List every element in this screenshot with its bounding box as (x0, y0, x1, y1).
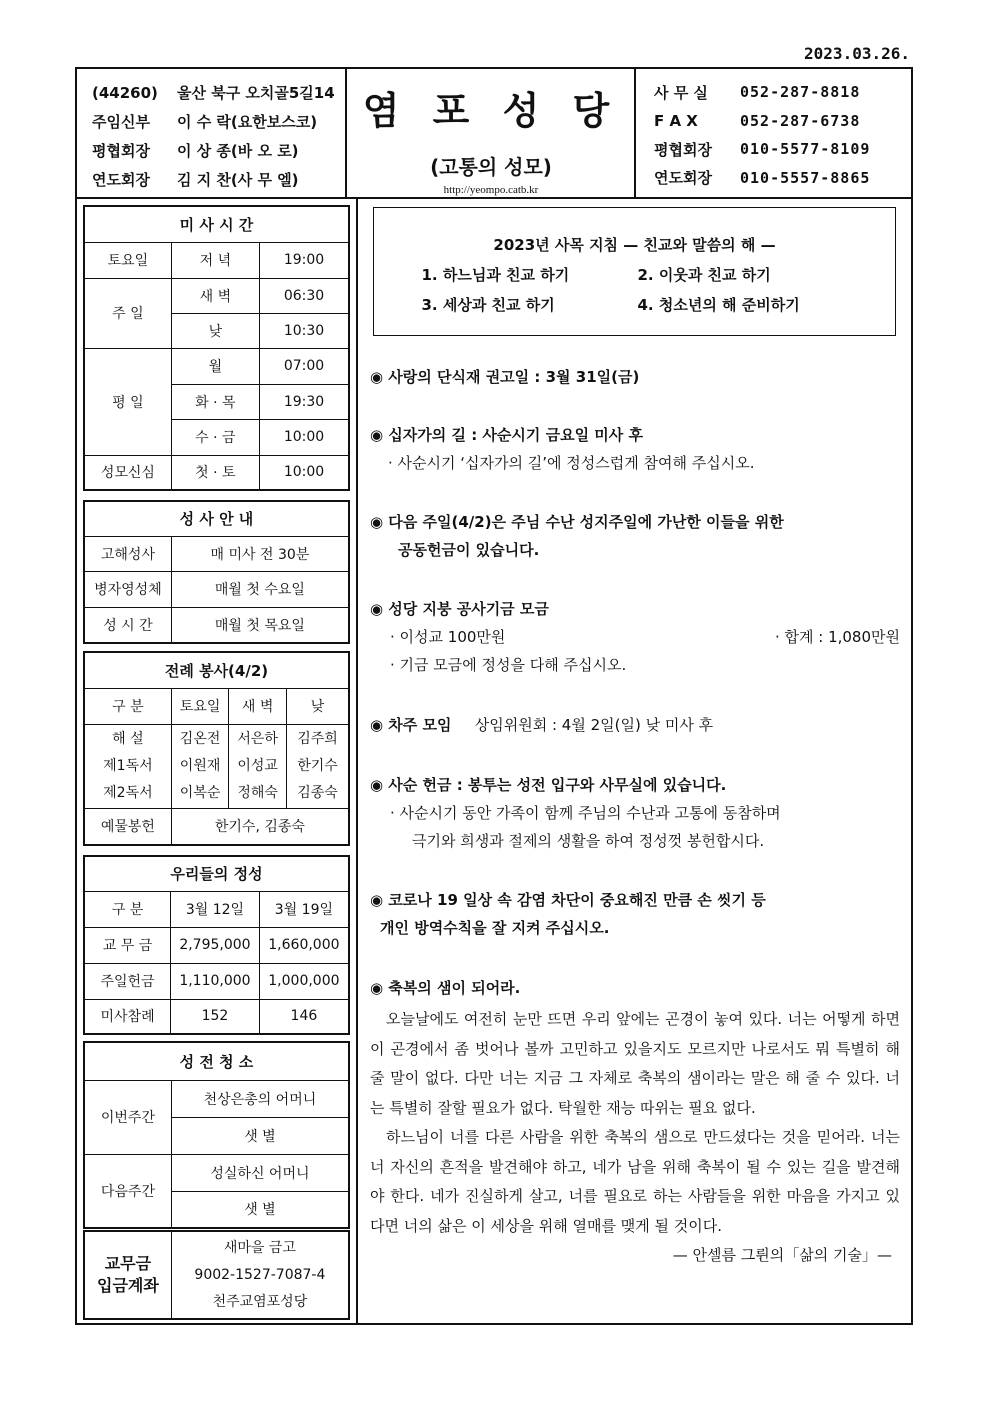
blessing-paragraph1: 오늘날에도 여전히 눈만 뜨면 우리 앞에는 곤경이 놓여 있다. 너는 어떻게 하면 이 곤경에서 좀 벗어나 볼까 고민하고 있을지도 모르지만 나로서도 뭐 특별히 해 줄 말이 없다. 다만 너는 지금 그 자체로 축복의 샘이라는 말은 해 줄 수 있다. 너는 특별히 잘할 필요가 없다. 탁월한 재능 따위는 필요 없다. (370, 1010, 900, 1117)
devotion-when: 첫 · 토 (171, 455, 259, 490)
news-stations (370, 424, 900, 480)
this-week-label: 이번주간 (84, 1080, 171, 1154)
saturday-reading2: 이복순 (179, 784, 221, 801)
news-covid (370, 889, 900, 945)
sacraments-table (83, 500, 350, 644)
cleaning-title: 성 전 청 소 (84, 1042, 349, 1080)
news-meeting (370, 714, 900, 742)
council-row (92, 136, 347, 165)
parish-url[interactable]: http://yeompo.catb.kr (443, 184, 539, 196)
prayer-label: 연도회장 (92, 171, 150, 189)
roof-fund-total: · 합계 : 1,080만원 (774, 628, 900, 646)
palm-sunday-heading2: 공동헌금이 있습니다. (398, 541, 540, 559)
roof-fund-donor-row (370, 626, 900, 654)
blessing-paragraph2: 하느님이 너를 다른 사람을 위한 축복의 샘으로 만드셨다는 것을 믿어라. 너는 너 자신의 흔적을 발견해야 하고, 네가 남을 위해 축복이 될 수 있는 길을 발견해야 한다. 네가 진실하게 살고, 너를 필요로 하는 사람들을 위한 마음을 가지고 있다면 너의 삶은 이 세상을 위해 열매를 맺게 될 것이다. (370, 1128, 900, 1235)
blessing-heading: ◉ 축복의 샘이 되어라. (370, 979, 521, 997)
prayer-name: 김 지 찬(사 무 엘) (177, 171, 299, 189)
guideline-item4: 4. 청소년의 해 준비하기 (637, 296, 800, 314)
account-label-line2: 입금계좌 (96, 1276, 159, 1295)
donations-header-mar12: 3월 12일 (171, 891, 260, 927)
palm-sunday-heading1: ◉ 다음 주일(4/2)은 주님 수난 성지주일에 가난한 이들을 위한 (370, 513, 784, 531)
pastoral-guideline-box (373, 207, 896, 336)
liturgy-dawn (229, 724, 287, 808)
sunday-day-when: 낮 (171, 313, 259, 348)
address: 울산 북구 오치골5길14 (177, 84, 335, 102)
liturgy-header-role: 구 분 (84, 688, 171, 724)
guideline-item1: 1. 하느님과 친교 하기 (421, 266, 570, 284)
sunday-dawn-time: 06:30 (259, 278, 349, 313)
sunday-day-time: 10:30 (259, 313, 349, 348)
sunday-dawn-when: 새 벽 (171, 278, 259, 313)
news-lent-offering (370, 774, 900, 858)
covid-heading2: 개인 방역수칙을 잘 지켜 주십시오. (380, 919, 610, 937)
devotion-time: 10:00 (259, 455, 349, 490)
liturgy-title: 전례 봉사(4/2) (84, 652, 349, 688)
liturgy-header-day: 낮 (286, 688, 349, 724)
account-info (171, 1231, 349, 1319)
header-title-block (350, 80, 632, 196)
this-week-sub: 샛 별 (171, 1117, 349, 1154)
stations-body: · 사순시기 ‘십자가의 길’에 정성스럽게 참여해 주십시오. (388, 454, 755, 472)
donations-header-label: 구 분 (84, 891, 171, 927)
stations-heading: ◉ 십자가의 길 : 사순시기 금요일 미사 후 (370, 426, 643, 444)
office-phone: 052-287-8818 (740, 83, 861, 102)
liturgy-day (286, 724, 349, 808)
weekday-mon-time: 07:00 (259, 348, 349, 384)
bulletin-date: 2023.03.26. (804, 44, 910, 63)
holy-hour-value: 매월 첫 목요일 (171, 607, 349, 643)
saturday-reading1: 이원재 (179, 757, 221, 774)
tithe-mar12: 2,795,000 (171, 927, 260, 963)
tithe-label: 교 무 금 (84, 927, 171, 963)
sacraments-title: 성 사 안 내 (84, 501, 349, 536)
saturday-commentator: 김온전 (179, 730, 221, 747)
offering-sunday-mar19: 1,000,000 (259, 963, 349, 999)
dawn-reading2: 정해숙 (237, 784, 278, 801)
weekday-tuethu-when: 화 · 목 (171, 384, 259, 419)
saturday-when: 저 녁 (171, 242, 259, 278)
devotion-label: 성모신심 (84, 455, 171, 490)
covid-heading1: ◉ 코로나 19 일상 속 감염 차단이 중요해진 만큼 손 씻기 등 (370, 891, 766, 909)
header-divider-right (634, 67, 636, 197)
role-reading1: 제1독서 (103, 757, 153, 774)
tithe-mar19: 1,660,000 (259, 927, 349, 963)
news-fasting (370, 366, 900, 394)
confession-value: 매 미사 전 30분 (171, 536, 349, 571)
liturgy-table (83, 651, 350, 846)
blessing-source: — 안셀름 그륀의「삶의 기술」— (672, 1246, 892, 1264)
council-name: 이 상 종(바 오 로) (177, 142, 299, 160)
address-row (92, 78, 347, 107)
office-label: 사 무 실 (654, 83, 708, 102)
account-table (83, 1230, 350, 1320)
fax-row (654, 107, 904, 136)
meeting-heading: ◉ 차주 모임 (370, 716, 452, 734)
next-week-group: 성실하신 어머니 (171, 1154, 349, 1191)
saturday-label: 토요일 (84, 242, 171, 278)
this-week-group: 천상은총의 어머니 (171, 1080, 349, 1117)
mass-times-table (83, 205, 350, 491)
liturgy-header-dawn: 새 벽 (229, 688, 287, 724)
lent-offering-body2: 극기와 희생과 절제의 생활을 하여 정성껏 봉헌합시다. (412, 832, 765, 850)
guideline-item2: 2. 이웃과 친교 하기 (637, 266, 771, 284)
prayer-phone-row (654, 164, 904, 193)
sunday-label: 주 일 (84, 278, 171, 348)
attendance-mar12: 152 (171, 999, 260, 1034)
offering-value: 한기수, 김종숙 (171, 808, 349, 845)
council-phone: 010-5577-8109 (740, 140, 871, 159)
offering-sunday-label: 주일헌금 (84, 963, 171, 999)
guideline-row2 (374, 294, 895, 324)
lent-offering-body1: · 사순시기 동안 가족이 함께 주님의 수난과 고통에 동참하며 (390, 804, 781, 822)
offering-sunday-mar12: 1,110,000 (171, 963, 260, 999)
guideline-item3: 3. 세상과 친교 하기 (421, 296, 555, 314)
news-palm-sunday (370, 511, 900, 567)
prayer-phone: 010-5557-8865 (740, 168, 871, 187)
parish-title: 염 포 성 당 (362, 89, 620, 133)
parish-subtitle: (고통의 성모) (430, 155, 552, 179)
role-reading2: 제2독서 (103, 784, 153, 801)
pastor-name: 이 수 락(요한보스코) (177, 113, 318, 131)
account-label (84, 1231, 171, 1319)
account-bank: 새마을 금고 (223, 1239, 296, 1256)
weekday-wedfri-when: 수 · 금 (171, 419, 259, 455)
attendance-mar19: 146 (259, 999, 349, 1034)
header-bottom-rule (75, 197, 913, 199)
day-reading1: 한기수 (297, 757, 338, 774)
column-divider (356, 197, 358, 1325)
lent-offering-heading: ◉ 사순 헌금 : 봉투는 성전 입구와 사무실에 있습니다. (370, 776, 727, 794)
news-blessing (370, 977, 900, 1269)
dawn-commentator: 서은하 (237, 730, 278, 747)
fasting-heading: ◉ 사랑의 단식재 권고일 : 3월 31일(금) (370, 368, 640, 386)
prayer-row (92, 165, 347, 194)
fax-number: 052-287-6738 (740, 111, 861, 130)
account-label-line1: 교무금 (104, 1254, 152, 1273)
donations-title: 우리들의 정성 (84, 856, 349, 891)
donations-table (83, 855, 350, 1035)
council-phone-row (654, 135, 904, 164)
prayer-phone-label: 연도회장 (654, 169, 712, 188)
header-contacts (654, 78, 904, 192)
account-holder: 천주교염포성당 (212, 1293, 308, 1310)
attendance-label: 미사참례 (84, 999, 171, 1034)
guideline-title: 2023년 사목 지침 — 친교와 말씀의 해 — (493, 236, 776, 254)
liturgy-saturday (171, 724, 229, 808)
mass-times-title: 미 사 시 간 (84, 206, 349, 242)
role-commentator: 해 설 (112, 730, 144, 747)
office-row (654, 78, 904, 107)
cleaning-table (83, 1041, 350, 1229)
header-info-left (92, 78, 347, 194)
confession-label: 고해성사 (84, 536, 171, 571)
fax-label: F A X (654, 111, 698, 130)
sick-communion-value: 매월 첫 수요일 (171, 571, 349, 607)
news-roof-fund (370, 598, 900, 682)
council-label: 평협회장 (92, 142, 150, 160)
weekday-mon-when: 월 (171, 348, 259, 384)
pastor-row (92, 107, 347, 136)
saturday-time: 19:00 (259, 242, 349, 278)
roof-fund-heading: ◉ 성당 지붕 공사기금 모금 (370, 600, 549, 618)
weekday-wedfri-time: 10:00 (259, 419, 349, 455)
liturgy-header-saturday: 토요일 (171, 688, 229, 724)
next-week-label: 다음주간 (84, 1154, 171, 1228)
day-reading2: 김종숙 (297, 784, 338, 801)
roof-fund-donor: · 이성교 100만원 (390, 628, 506, 646)
account-number: 9002-1527-7087-4 (194, 1266, 326, 1283)
postal-code: (44260) (92, 83, 158, 102)
weekday-tuethu-time: 19:30 (259, 384, 349, 419)
weekday-label: 평 일 (84, 348, 171, 455)
next-week-sub: 샛 별 (171, 1191, 349, 1228)
day-commentator: 김주희 (297, 730, 338, 747)
meeting-row (370, 714, 900, 742)
holy-hour-label: 성 시 간 (84, 607, 171, 643)
dawn-reading1: 이성교 (237, 757, 278, 774)
roof-fund-request: · 기금 모금에 정성을 다해 주십시오. (390, 656, 627, 674)
offering-label: 예물봉헌 (84, 808, 171, 845)
council-phone-label: 평협회장 (654, 140, 712, 159)
liturgy-roles (84, 724, 171, 808)
sick-communion-label: 병자영성체 (84, 571, 171, 607)
guideline-row1 (374, 264, 895, 294)
meeting-body: 상임위원회 : 4월 2일(일) 낮 미사 후 (474, 716, 714, 734)
donations-header-mar19: 3월 19일 (259, 891, 349, 927)
pastor-label: 주임신부 (92, 113, 150, 131)
